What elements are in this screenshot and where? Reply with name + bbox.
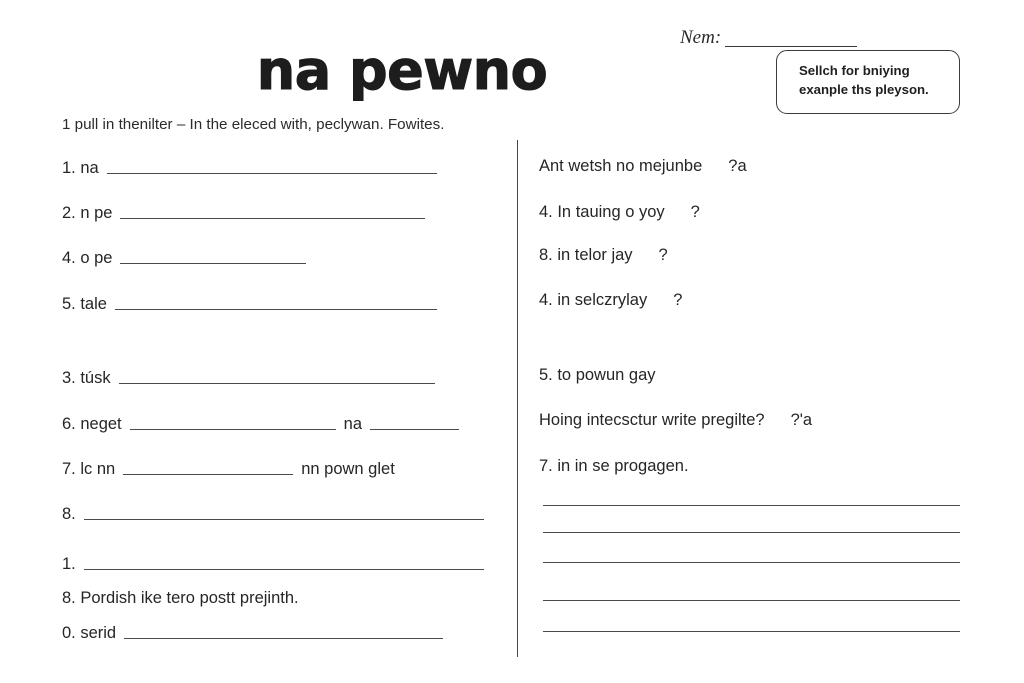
- question-label: Ant wetsh no mejunbe: [539, 157, 703, 175]
- answer-blank[interactable]: [123, 473, 293, 475]
- question-trailing-text: na: [343, 415, 362, 433]
- question-label: 8. in telor jay: [539, 246, 633, 264]
- right-question-row: [539, 412, 812, 429]
- left-question-row: [62, 205, 425, 222]
- writing-line[interactable]: [543, 562, 960, 563]
- note-line-1: Sellch for bniying: [799, 63, 910, 78]
- answer-blank[interactable]: [120, 217, 425, 219]
- right-question-row: [539, 292, 682, 309]
- writing-line[interactable]: [543, 505, 960, 506]
- left-question-row: [62, 370, 435, 387]
- right-question-row: [539, 247, 668, 264]
- answer-blank[interactable]: [124, 637, 443, 639]
- right-column: [517, 0, 1024, 683]
- question-label: 4. in selczrylay: [539, 291, 648, 309]
- question-label: 6. neget: [62, 415, 122, 433]
- question-label: 4. In tauing o yoy: [539, 203, 665, 221]
- left-question-row: [62, 556, 484, 573]
- question-label: 3. túsk: [62, 369, 111, 387]
- question-label: Hoing intecsctur write pregilte?: [539, 411, 765, 429]
- question-label: 1. na: [62, 159, 99, 177]
- left-question-row: [62, 590, 299, 607]
- left-question-row: [62, 160, 437, 177]
- right-question-row: [539, 367, 656, 384]
- note-line-2: exanple ths pleyson.: [799, 81, 929, 97]
- question-mark-text: ?: [690, 203, 700, 221]
- question-label: 2. n pe: [62, 204, 113, 222]
- question-mark-text: ?: [658, 246, 668, 264]
- answer-blank-secondary[interactable]: [370, 428, 459, 430]
- writing-line[interactable]: [543, 600, 960, 601]
- right-question-row: [539, 458, 689, 475]
- left-question-row: [62, 296, 437, 313]
- answer-blank[interactable]: [119, 382, 435, 384]
- writing-line[interactable]: [543, 532, 960, 533]
- writing-line[interactable]: [543, 631, 960, 632]
- question-label: 0. serid: [62, 624, 117, 642]
- question-label: 1.: [62, 555, 76, 573]
- page-title: na pewno: [256, 39, 548, 102]
- left-question-row: [62, 250, 306, 267]
- question-mark-text: ?'a: [790, 411, 813, 429]
- question-mark-text: ?a: [728, 157, 747, 175]
- question-label: 8.: [62, 505, 76, 523]
- right-question-row: [539, 158, 747, 175]
- answer-blank[interactable]: [130, 428, 336, 430]
- answer-blank[interactable]: [115, 308, 437, 310]
- question-label: 7. in in se progagen.: [539, 457, 689, 475]
- question-label: 5. to powun gay: [539, 366, 656, 384]
- answer-blank[interactable]: [120, 262, 306, 264]
- question-label: 8. Pordish ike tero postt prejinth.: [62, 589, 299, 607]
- answer-blank[interactable]: [84, 568, 484, 570]
- question-label: 5. tale: [62, 295, 107, 313]
- name-label: Nem:: [680, 27, 722, 48]
- left-question-row: [62, 506, 484, 523]
- answer-blank[interactable]: [107, 172, 437, 174]
- question-label: 7. lc nn: [62, 460, 116, 478]
- question-trailing-text: nn pown glet: [301, 460, 395, 478]
- question-label: 4. o pe: [62, 249, 113, 267]
- left-question-row: [62, 416, 459, 433]
- right-question-row: [539, 204, 700, 221]
- left-question-row: [62, 625, 443, 642]
- instruction-text: 1 pull in thenilter – In the eleced with, peclywan. Fowites.: [62, 116, 445, 133]
- question-mark-text: ?: [673, 291, 683, 309]
- answer-blank[interactable]: [84, 518, 484, 520]
- left-question-row: [62, 461, 395, 478]
